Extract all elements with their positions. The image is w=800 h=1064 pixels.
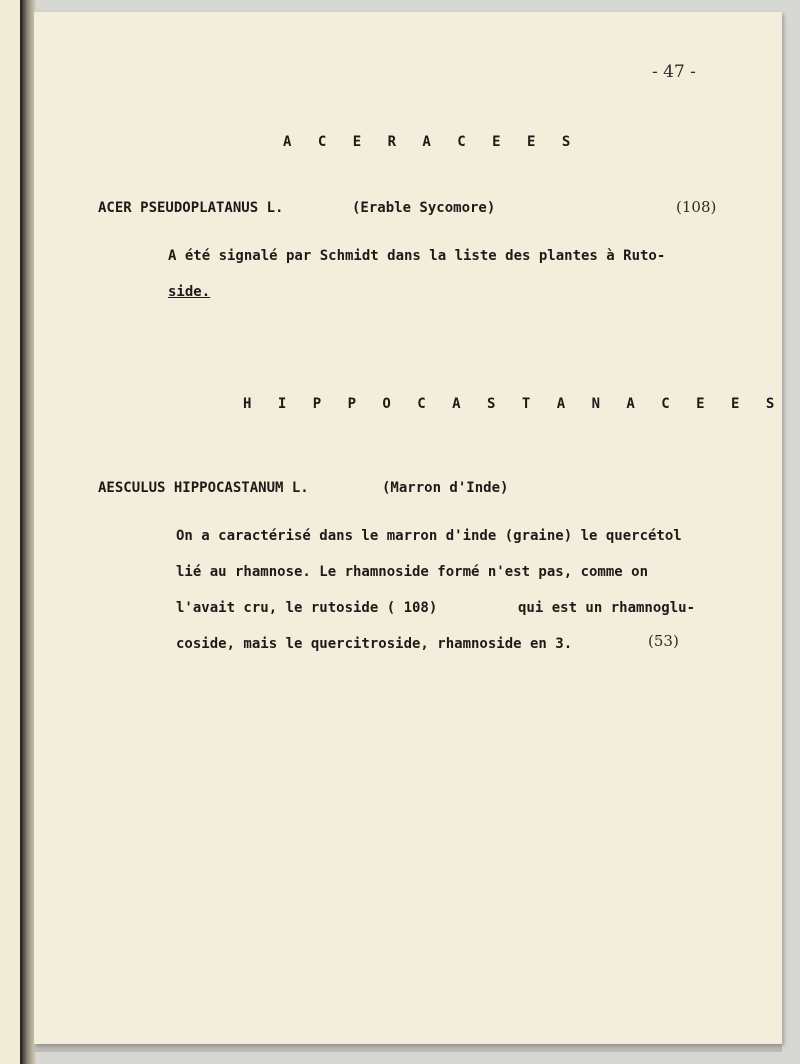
paragraph-line: l'avait cru, le rutoside ( 108) (176, 600, 438, 616)
page-bottom-edge (34, 1044, 782, 1052)
species-name-aesculus: AESCULUS HIPPOCASTANUM L. (98, 480, 309, 496)
paragraph-line: A été signalé par Schmidt dans la liste des plantes à Ruto- (168, 248, 666, 264)
common-name-aesculus: (Marron d'Inde) (382, 480, 509, 496)
paragraph-line: coside, mais le quercitroside, rhamnoside en 3. (176, 636, 573, 652)
reference-number: (53) (648, 632, 679, 650)
page-number: - 47 - (652, 62, 696, 82)
reference-number: (108) (676, 198, 717, 216)
common-name-acer: (Erable Sycomore) (352, 200, 496, 216)
book-cover-edge (0, 0, 22, 1064)
paragraph-line: On a caractérisé dans le marron d'inde (graine) le quercétol (176, 528, 682, 544)
paragraph-line: qui est un rhamnoglu- (518, 600, 696, 616)
section-heading-hippocastanacees: H I P P O C A S T A N A C E E S (243, 396, 784, 412)
paragraph-line: side. (168, 284, 211, 300)
section-heading-aceracees: A C E R A C E E S (283, 134, 580, 150)
species-name-acer: ACER PSEUDOPLATANUS L. (98, 200, 284, 216)
paragraph-line: lié au rhamnose. Le rhamnoside formé n'est pas, comme on (176, 564, 649, 580)
document-page (34, 12, 782, 1044)
